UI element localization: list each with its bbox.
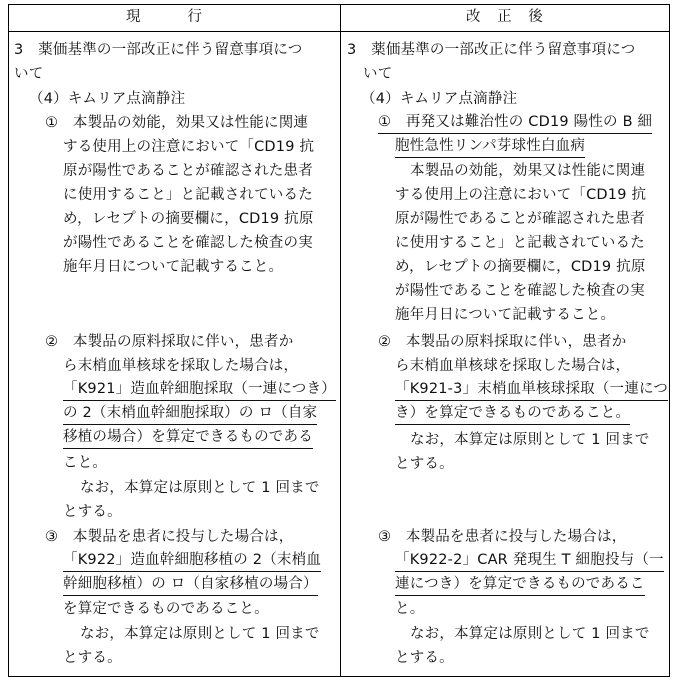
current-item2-note-line2: とする。 [63,504,122,520]
current-item1-line4: に使用すること」と記載されているた [63,187,313,203]
revised-item1-heading-line1: ① 再発又は難治性の CD19 陽性の B 細 [378,111,652,134]
column-divider [340,4,341,677]
current-item3-note-line2: とする。 [63,650,122,666]
current-item3-note-line1: なお，本算定は原則として 1 回まで [80,626,320,642]
header-bottom-border [8,31,670,32]
header-revised: 改 正 後 [466,9,549,25]
revised-item1-line1: 本製品の効能，効果又は性能に関連 [410,163,646,179]
table-left-border [8,4,9,677]
revised-item1-line4: に使用すること」と記載されているた [395,235,645,251]
revised-item1-line5: め，レセプトの摘要欄に，CD19 抗原 [395,259,646,275]
revised-item3-line1: ③ 本製品を患者に投与した場合は， [378,529,627,545]
current-item2-line5: 移植の場合）を算定できるものである [63,426,313,449]
current-item1-line2: する使用上の注意において「CD19 抗 [63,139,315,155]
table-top-border [8,4,670,5]
revised-item3-line4: と。 [395,601,425,617]
current-item1-line5: め，レセプトの摘要欄に，CD19 抗原 [63,211,314,227]
current-item3-line3: 幹細胞移植）の ロ（自家移植の場合） [63,573,318,596]
revised-item3-line3: 連につき）を算定できるものであるこ [395,573,645,596]
table-right-border [669,4,670,677]
revised-item2-note-line1: なお，本算定は原則として 1 回まで [410,432,650,448]
revised-item1-line3: 原が陽性であることが確認された患者 [395,211,645,227]
current-item1-line7: 施年月日について記載すること。 [63,259,284,275]
revised-section-line2: いて [363,66,393,82]
revised-item1-line7: 施年月日について記載すること。 [395,307,616,323]
revised-item3-note-line1: なお，本算定は原則として 1 回まで [410,626,650,642]
current-drug-title: （4）キムリア点滴静注 [29,91,186,107]
current-item2-line4: の 2（末梢血幹細胞採取）の ロ（自家 [63,402,317,425]
current-item2-note-line1: なお，本算定は原則として 1 回まで [80,480,320,496]
revised-section-line1: 3 薬価基準の一部改正に伴う留意事項につ [347,42,636,58]
revised-item1-line2: する使用上の注意において「CD19 抗 [395,187,647,203]
revised-item1-heading-line2: 胞性急性リンパ芽球性白血病 [395,135,585,158]
current-item3-line2: 「K922」造血幹細胞移植の 2（末梢血 [63,549,321,572]
current-section-line2: いて [14,66,44,82]
revised-item2-line3: 「K921-3」末梢血単核球採取（一連につ [395,378,668,401]
header-current: 現 行 [126,9,208,25]
current-item1-line1: ① 本製品の効能，効果又は性能に関連 [45,115,309,131]
revised-item1-line6: が陽性であることを確認した検査の実 [395,283,645,299]
table-bottom-border [8,676,670,677]
revised-item3-line2: 「K922-2」CAR 発現生 T 細胞投与（一 [395,549,664,572]
current-section-line1: 3 薬価基準の一部改正に伴う留意事項につ [14,42,303,58]
current-item2-line2: ら末梢血単核球を採取した場合は， [63,358,299,374]
revised-item2-line4: き）を算定できるものであること。 [395,402,630,425]
current-item1-line6: が陽性であることを確認した検査の実 [63,235,313,251]
current-item2-line3: 「K921」造血幹細胞採取（一連につき） [63,378,336,401]
current-item3-line4: を算定できるものであること。 [63,601,269,617]
current-item2-line1: ② 本製品の原料採取に伴い，患者か [45,334,294,350]
revised-item2-line2: ら末梢血単核球を採取した場合は， [395,358,631,374]
current-item3-line1: ③ 本製品を患者に投与した場合は， [45,529,294,545]
current-item2-line6: こと。 [63,455,108,471]
revised-item3-note-line2: とする。 [395,650,454,666]
revised-item2-line1: ② 本製品の原料採取に伴い，患者か [378,334,627,350]
revised-drug-title: （4）キムリア点滴静注 [361,91,518,107]
current-item1-line3: 原が陽性であることが確認された患者 [63,163,313,179]
revised-item2-note-line2: とする。 [395,456,454,472]
